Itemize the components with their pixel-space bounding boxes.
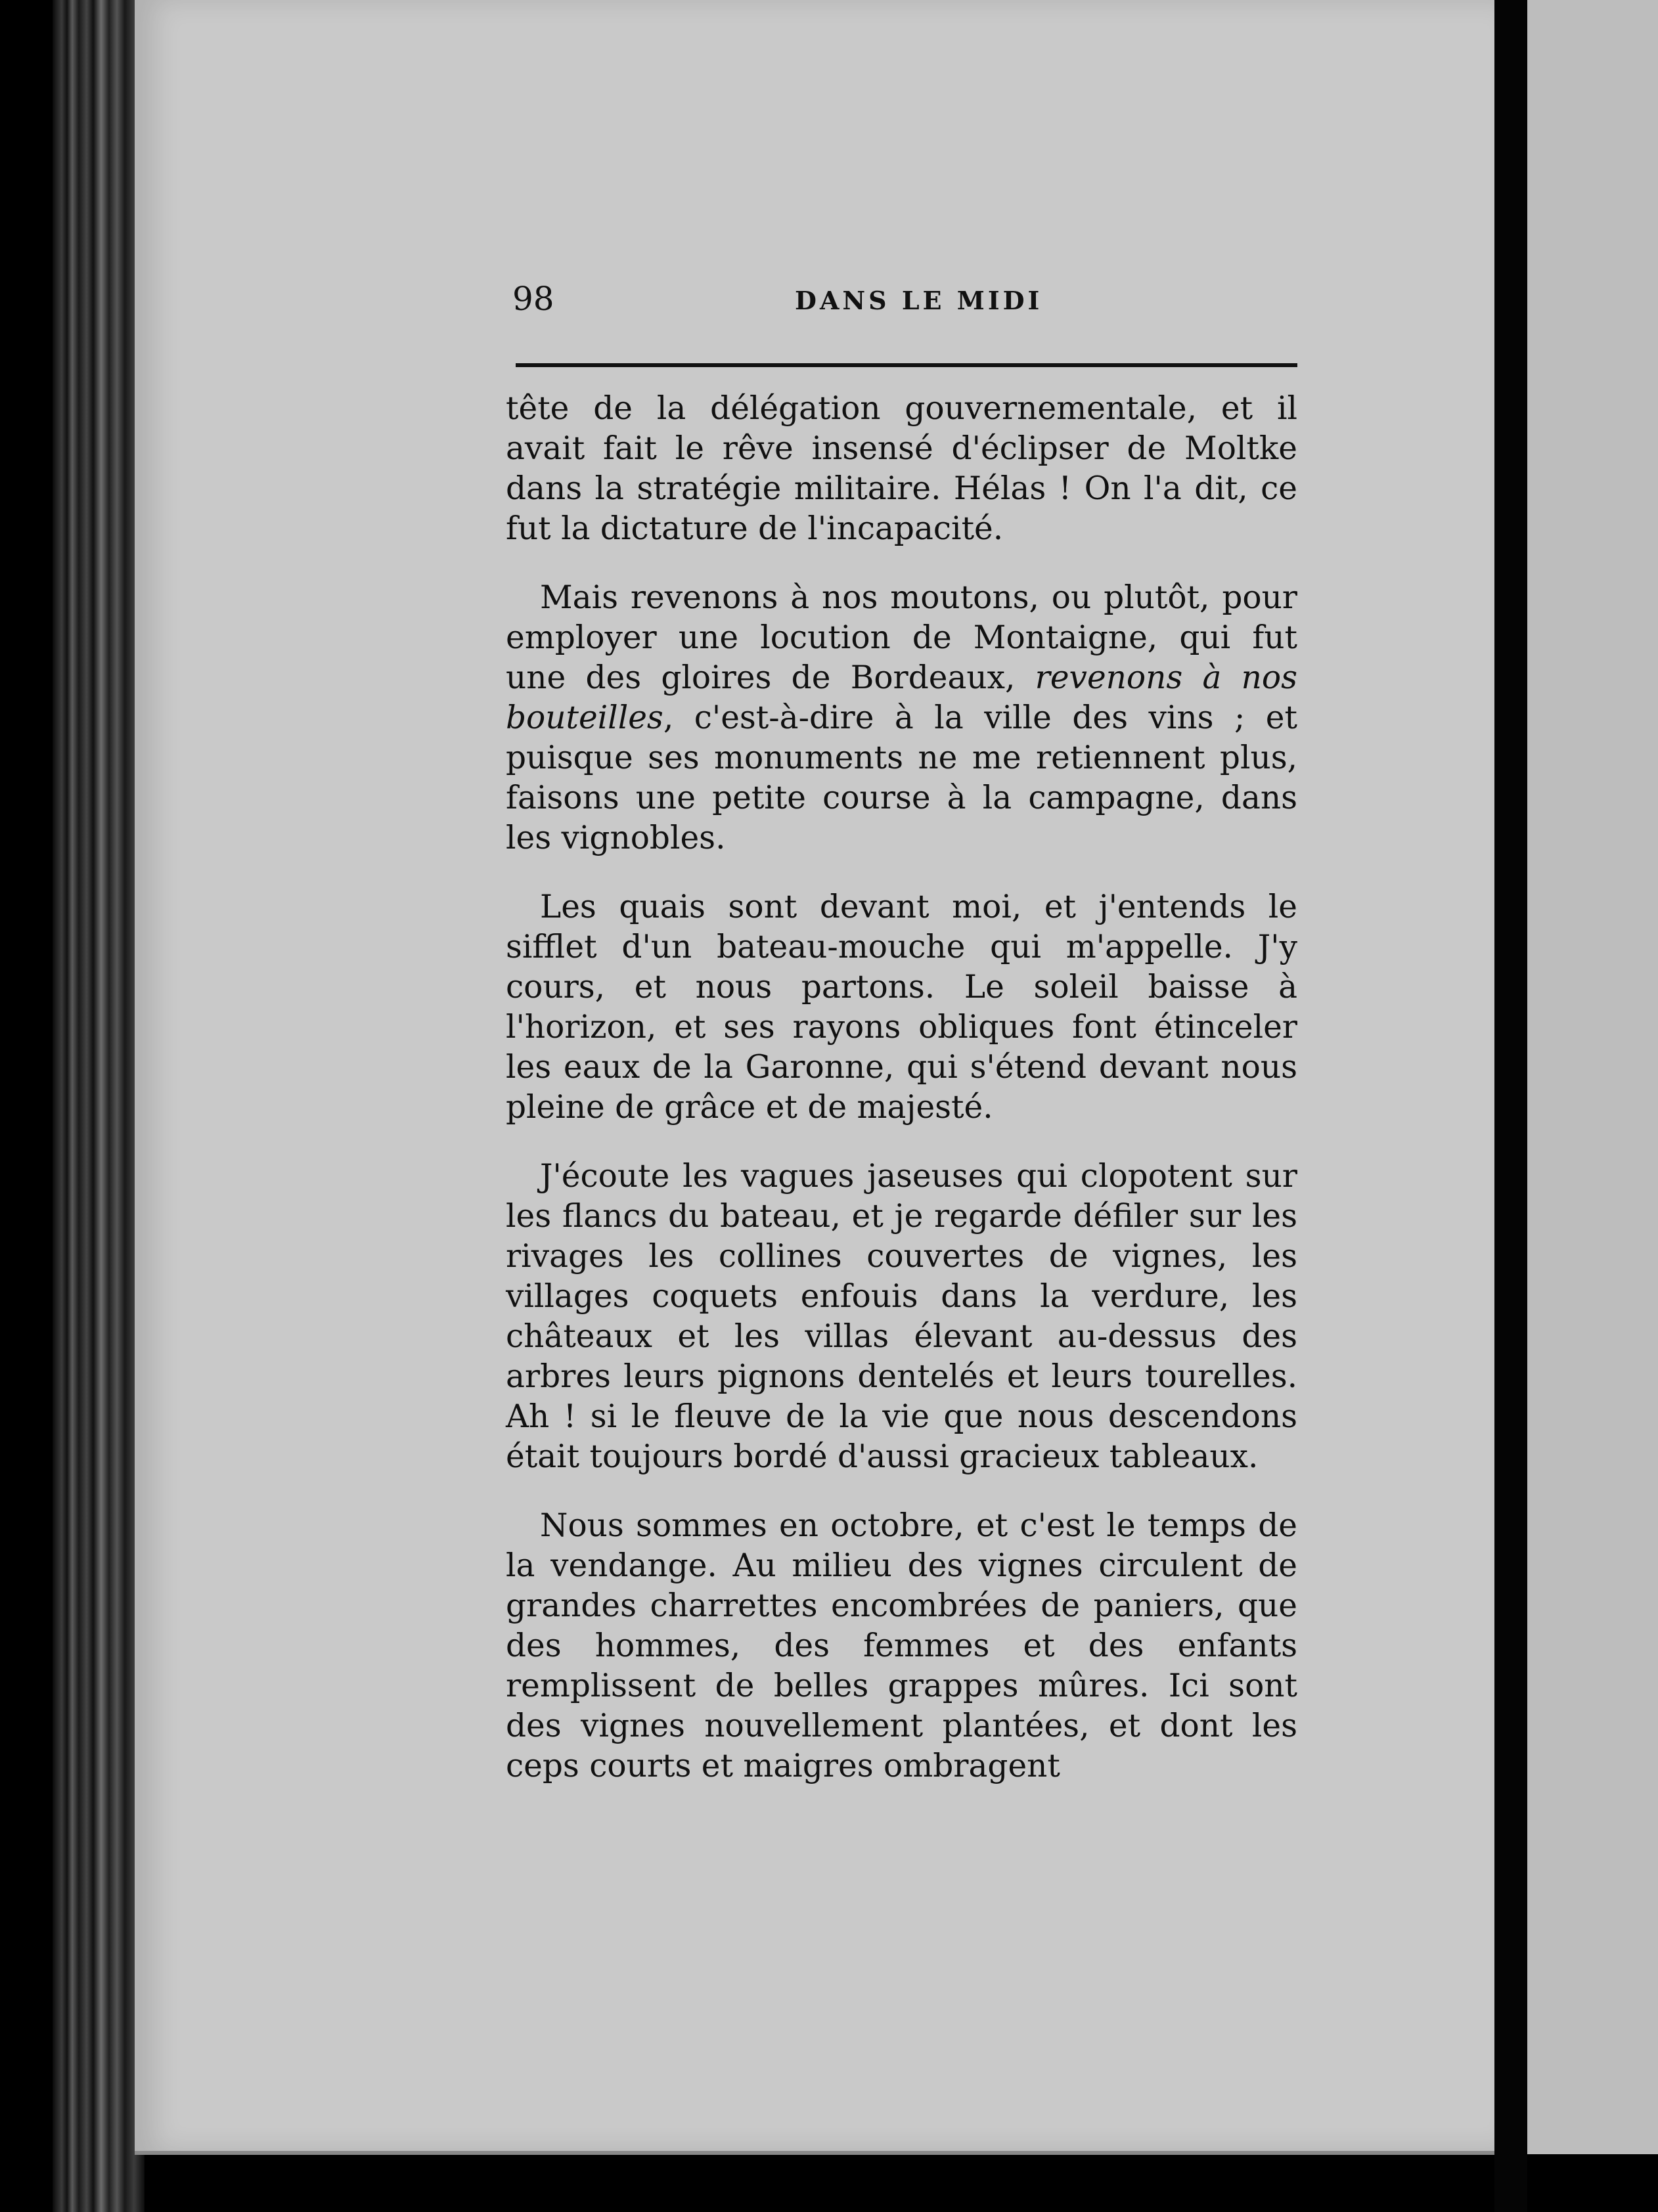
paragraph-2-italic: revenons à nos bouteilles xyxy=(506,659,1298,736)
page-number: 98 xyxy=(512,280,554,318)
body-text xyxy=(506,389,1297,1815)
paragraph-2-text-end: , c'est-à-dire à la ville des vins ; et puisque ses monuments ne me retiennent plus, faisons une petite course à la campagne, dans les vignobles. xyxy=(506,699,1297,856)
paragraph-4: J'écoute les vagues jaseuses qui clopotent sur les flancs du bateau, et je regarde défiler sur les rivages les collines couvertes de vignes, les villages coquets enfouis dans la verdure, les châteaux et les villas élevant au-dessus des arbres leurs pignons dentelés et leurs tourelles. Ah ! si le fleuve de la vie que nous descendons était toujours bordé d'aussi gracieux tableaux. xyxy=(506,1158,1297,1475)
paragraph-5: Nous sommes en octobre, et c'est le temps de la vendange. Au milieu des vignes circulent de grandes charrettes encombrées de paniers, que des hommes, des femmes et des enfants remplissent de belles grappes mûres. Ici sont des vignes nouvellement plantées, et dont les ceps courts et maigres ombragent xyxy=(506,1507,1297,1784)
paragraph-3: Les quais sont devant moi, et j'entends le sifflet d'un bateau-mouche qui m'appelle. J'y cours, et nous partons. Le soleil baisse à l'horizon, et ses rayons obliques font étinceler les eaux de la Garonne, qui s'étend devant nous pleine de grâce et de majesté. xyxy=(506,889,1297,1126)
adjacent-page-edge xyxy=(1527,0,1658,2154)
paragraph-2 xyxy=(506,578,1297,858)
paragraph-2-text: Mais revenons à nos moutons, ou plutôt, pour employer une locution de Montaigne, qui fut une des gloires de Bordeaux, xyxy=(506,579,1297,696)
page-header xyxy=(506,276,1301,328)
book-gutter xyxy=(1494,0,1527,2212)
paragraph-1: tête de la délégation gouvernementale, et il avait fait le rêve insensé d'éclipser de Moltke dans la stratégie militaire. Hélas ! On l'a dit, ce fut la dictature de l'incapacité. xyxy=(506,390,1297,547)
book-binding-edge xyxy=(53,0,145,2212)
header-rule xyxy=(516,363,1297,367)
running-title: DANS LE MIDI xyxy=(795,286,1043,315)
